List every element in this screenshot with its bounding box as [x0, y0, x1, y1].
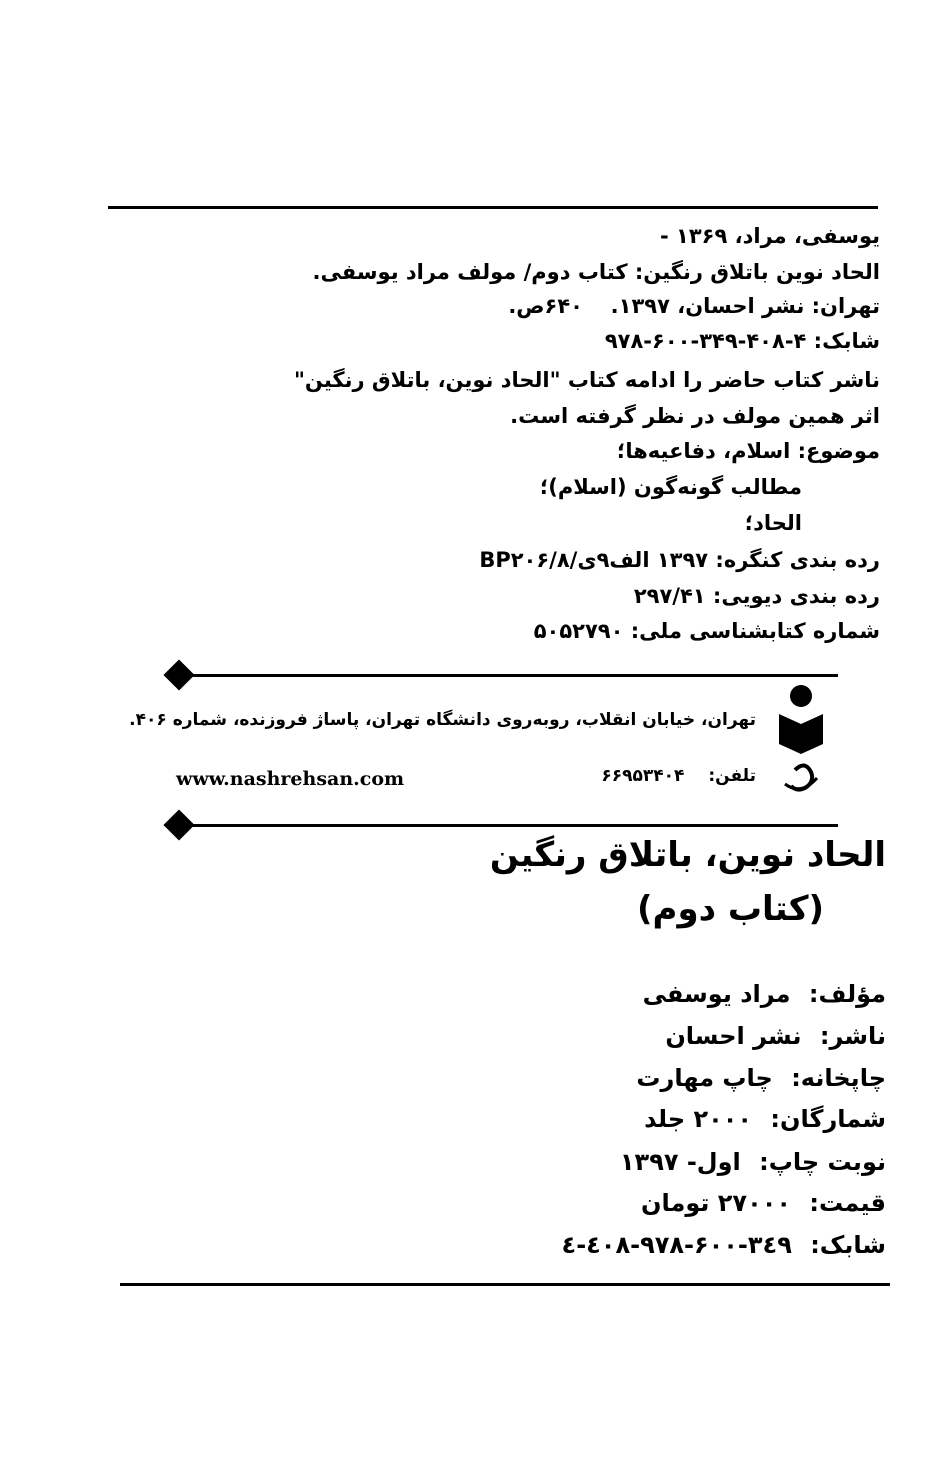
colophon-printer-value: چاپ مهارت	[636, 1064, 773, 1092]
colophon-author-value: مراد یوسفی	[642, 980, 791, 1008]
colophon-price	[641, 1191, 886, 1215]
publisher-website-link[interactable]: www.nashrehsan.com	[176, 768, 405, 790]
colophon-isbn	[562, 1233, 886, 1257]
publisher-box-top-rule	[180, 674, 838, 677]
cip-note-line-2: اثر همین مولف در نظر گرفته است.	[510, 404, 880, 428]
colophon-isbn-value: ۹۷۸-۶۰۰-۳٤۹-٤۰۸-٤	[561, 1231, 792, 1259]
bottom-rule	[120, 1283, 890, 1286]
colophon-print-run-label: شمارگان:	[770, 1105, 886, 1133]
cip-national-bibliography-number: شماره کتابشناسی ملی: ۵۰۵۲۷۹۰	[533, 619, 880, 643]
publisher-box-bottom-rule	[180, 824, 838, 827]
colophon-edition	[620, 1150, 886, 1174]
phone-number: ۶۶۹۵۳۴۰۴	[601, 766, 685, 786]
colophon-publisher	[665, 1024, 886, 1048]
phone-label: تلفن:	[708, 766, 756, 786]
colophon-print-run	[644, 1107, 886, 1131]
colophon-author-label: مؤلف:	[808, 980, 886, 1008]
publisher-phone	[601, 766, 756, 786]
cip-imprint-line: تهران: نشر احسان، ۱۳۹۷.	[610, 294, 880, 318]
cip-author-line: یوسفی، مراد، ۱۳۶۹ -	[660, 224, 880, 248]
cip-pages-line: ۶۴۰ص.	[508, 294, 583, 318]
top-rule	[108, 206, 878, 209]
cip-subject-line-2: مطالب گونه‌گون (اسلام)؛	[539, 475, 802, 499]
publisher-logo-icon	[775, 684, 831, 804]
colophon-publisher-label: ناشر:	[819, 1022, 886, 1050]
cip-note-line-1: ناشر کتاب حاضر را ادامه کتاب "الحاد نوین، باتلاق رنگین"	[293, 368, 880, 392]
publisher-logo-text	[0, 0, 1, 1]
colophon-isbn-label: شابک:	[810, 1231, 886, 1259]
cip-isbn-line: شابک: ۴-۴۰۸-۳۴۹-۶۰۰-۹۷۸	[604, 329, 880, 353]
cip-subject-line-3: الحاد؛	[744, 511, 802, 535]
colophon-price-value: ۲۷۰۰۰ تومان	[641, 1189, 792, 1217]
colophon-edition-label: نوبت چاپ:	[759, 1148, 886, 1176]
cip-lc-classification: رده بندی کنگره: ۱۳۹۷ الف۹ی/BP۲۰۶/۸	[479, 548, 880, 572]
cip-title-line: الحاد نوین باتلاق رنگین: کتاب دوم/ مولف مراد یوسفی.	[312, 260, 880, 284]
colophon-print-run-value: ۲۰۰۰ جلد	[644, 1105, 753, 1133]
cip-subject-line-1: موضوع: اسلام، دفاعیه‌ها؛	[616, 439, 880, 463]
colophon-edition-value: اول- ۱۳۹۷	[619, 1148, 741, 1176]
colophon-printer-label: چاپخانه:	[791, 1064, 886, 1092]
colophon-publisher-value: نشر احسان	[665, 1022, 802, 1050]
colophon-price-label: قیمت:	[809, 1189, 886, 1217]
book-title: الحاد نوین، باتلاق رنگین	[489, 835, 886, 875]
publisher-address: تهران، خیابان انقلاب، روبه‌روی دانشگاه تهران، پاساژ فروزنده، شماره ۴۰۶.	[129, 710, 756, 730]
cip-dewey-classification: رده بندی دیویی: ۲۹۷/۴۱	[633, 584, 880, 608]
book-subtitle: (کتاب دوم)	[637, 889, 824, 929]
colophon-printer	[636, 1066, 886, 1090]
colophon-author	[643, 982, 886, 1006]
